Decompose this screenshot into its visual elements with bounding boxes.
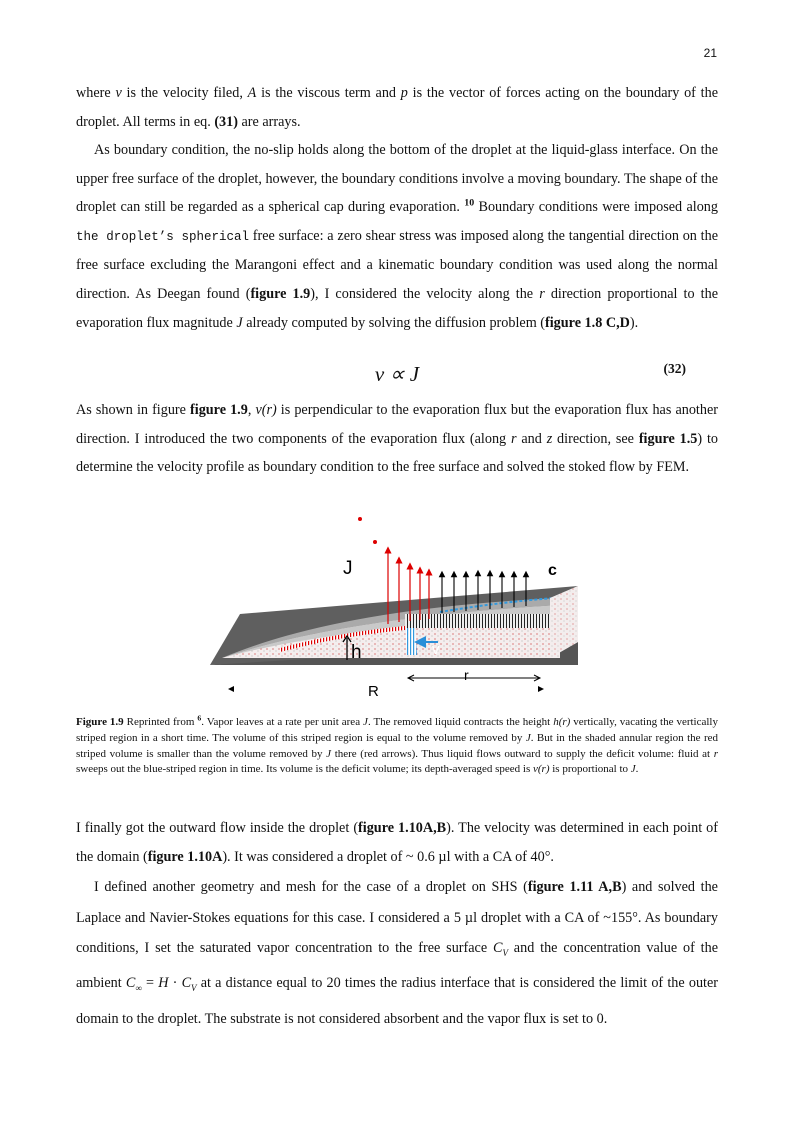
paragraph-outward-flow: I finally got the outward flow inside the droplet (figure 1.10A,B). The velocity was determined in each point of the domain (figure 1.10A). It was considered a droplet of ~ 0.6 µl with a CA of 40°. [76,820,718,865]
paragraph-shs-geometry: I defined another geometry and mesh for the case of a droplet on SHS (figure 1.11 A,B) and solved the Laplace and Navier-Stokes equations for this case. I considered a 5 µl droplet with a CA of ~155°. As boundary conditions, I set the saturated vapor concentration to the free surface $C_V$ and the concentration value of the ambient $C_\infty = H \cdot C_V$ at a distance equal to 20 times the radius interface that is considered the limit of the outer domain to the droplet. The substrate is not considered absorbent and the vapor flux is set to 0. [76,879,719,1027]
page-number: 21 [703,46,717,60]
equation-32: v ∝ J [374,362,420,386]
label-v: v [432,641,440,658]
R-right-marker [538,686,544,692]
paragraph-intro: where v is the velocity filed, A is the viscous term and p is the vector of forces acting on the boundary of the droplet. All terms in eq. (31) are arrays. [76,85,719,130]
paragraph-boundary-conditions: As boundary condition, the no-slip holds along the bottom of the droplet at the liquid-glass interface. On the upper free surface of the droplet, however, the boundary conditions involve a moving boundary. The shape of the droplet can still be regarded as a spherical cap during evaporation. $^{10}$ Boundary conditions were imposed along the droplet’s spherical free surface: a zero shear stress was imposed along the tangential direction on the free surface excluding the Marangoni effect and a kinematic boundary condition was used along the normal direction. As Deegan found (figure 1.9), I considered the velocity along the r direction proportional to the evaporation flux magnitude J already computed by solving the diffusion problem (figure 1.8 C,D). [76,142,719,331]
R-left-marker [228,686,234,692]
label-J: J [343,558,353,579]
label-h: h [351,642,362,663]
paragraph-velocity-profile: As shown in figure figure 1.9, v(r) is perpendicular to the evaporation flux but the evaporation flux has another direction. I introduced the two components of the evaporation flux (along r and z direction, see figure 1.5) to determine the velocity profile as boundary condition to the free surface and solved the stoked flow by FEM. [76,402,718,476]
equation-reference: (31) [214,113,238,130]
label-R: R [368,683,379,700]
r-dimension [408,675,540,681]
label-c: c [548,562,557,579]
equation-number: (32) [663,361,686,376]
label-r: r [464,667,469,683]
figure-caption: Figure 1.9 Reprinted from $^6$. Vapor leaves at a rate per unit area J. The removed liquid contracts the height h(r) vertically, vacating the vertically striped region in a short time. The volume of this striped region is equal to the volume removed by J. But in the shaded annular region the red striped volume is smaller than the volume removed by J there (red arrows). Thus liquid flows outward to supply the deficit volume: fluid at r sweeps out the blue-striped region in time. Its volume is the deficit volume; its depth-averaged speed is v(r) is proportional to J. [76,713,718,776]
droplet-evaporation-figure [200,508,590,704]
